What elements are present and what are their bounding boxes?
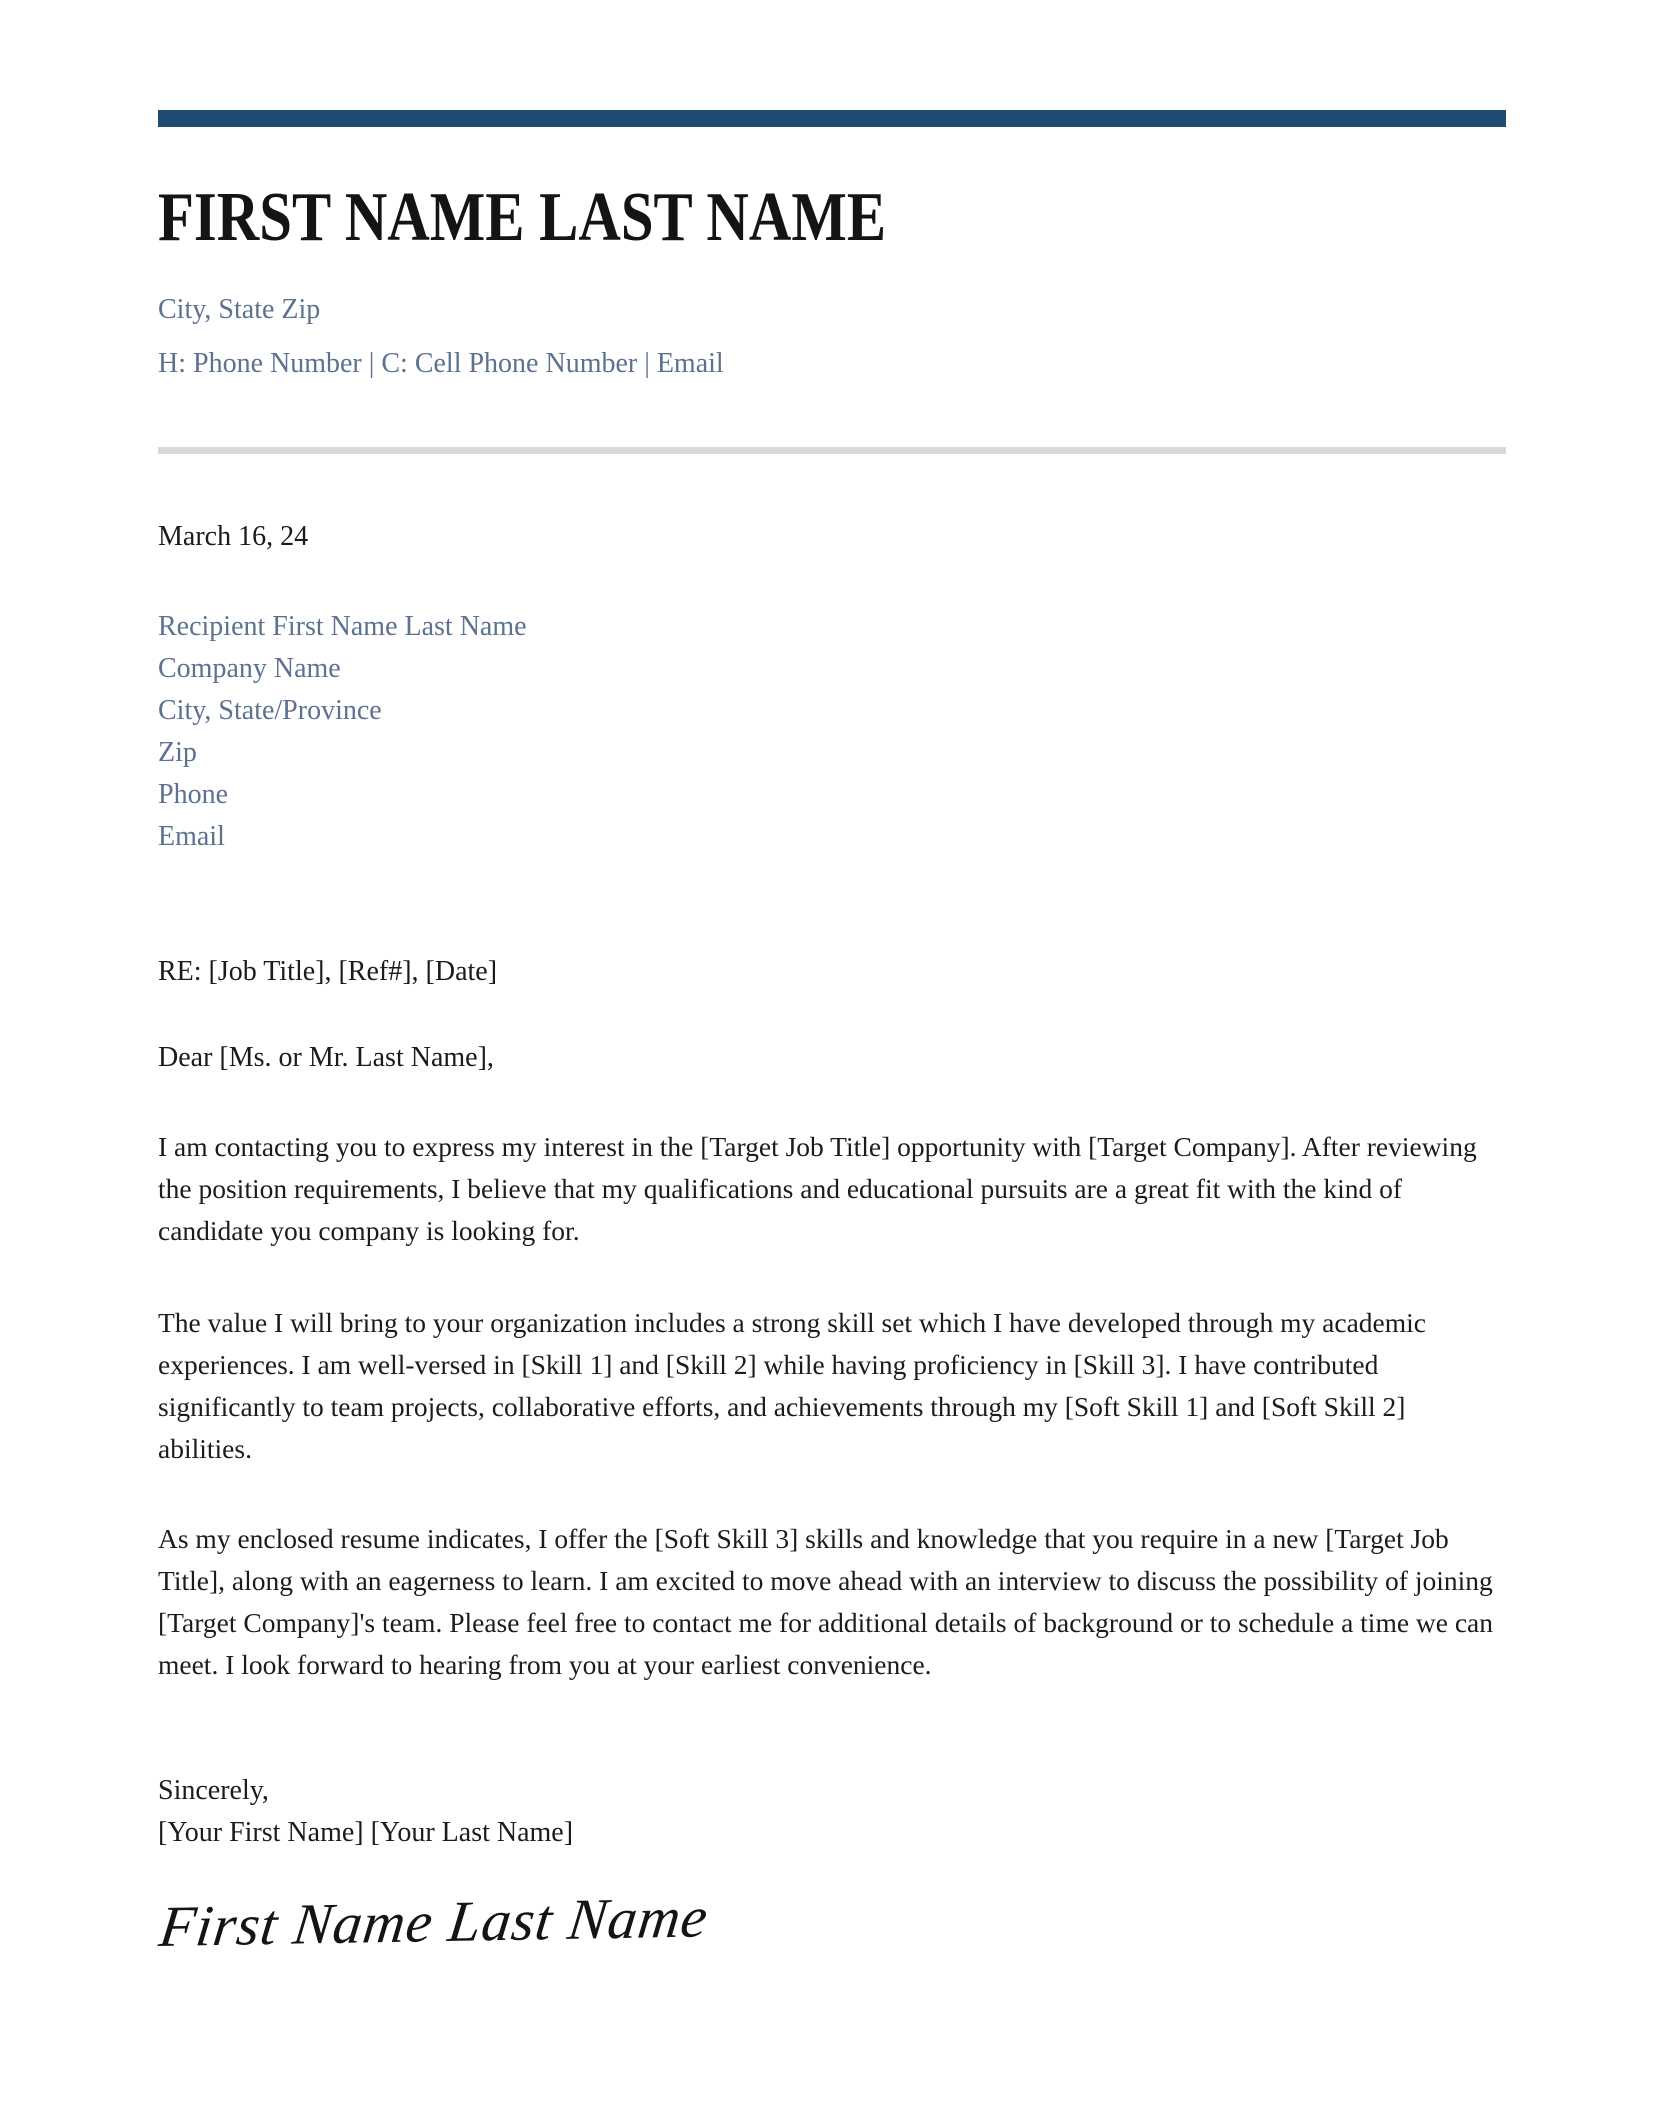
page-title: FIRST NAME LAST NAME [158, 179, 887, 256]
closing-block [158, 1770, 573, 1854]
recipient-city-line: City, State/Province [158, 695, 382, 726]
recipient-email-line: Email [158, 821, 225, 852]
recipient-name-line: Recipient First Name Last Name [158, 611, 527, 642]
body-paragraph-2: The value I will bring to your organization includes a strong skill set which I have developed through my academic experiences. I am well-versed in [Skill 1] and [Skill 2] while having proficiency in [Skill 3]. I have contributed significantly to team projects, collaborative efforts, and achievements through my [Soft Skill 1] and [Soft Skill 2] abilities. [158, 1307, 1426, 1464]
recipient-phone-line: Phone [158, 779, 228, 810]
signer-name-line: [Your First Name] [Your Last Name] [158, 1817, 574, 1848]
accent-bar [158, 110, 1506, 127]
body-paragraph-1: I am contacting you to express my interest in the [Target Job Title] opportunity with [Target Company]. After reviewing the position requirements, I believe that my qualifications and educational pursuits are a great fit with the kind of candidate you company is looking for. [158, 1131, 1477, 1246]
subject-line: RE: [Job Title], [Ref#], [Date] [158, 956, 498, 987]
letter-date: March 16, 24 [158, 521, 309, 552]
recipient-block [158, 606, 527, 858]
header-location: City, State Zip [158, 294, 321, 325]
salutation-line: Dear [Ms. or Mr. Last Name], [158, 1042, 494, 1073]
recipient-company-line: Company Name [158, 653, 341, 684]
recipient-zip-line: Zip [158, 737, 197, 768]
header-divider [158, 447, 1506, 454]
header-contact-line: H: Phone Number | C: Cell Phone Number | Email [158, 348, 724, 379]
signature-script: First Name Last Name [156, 1884, 713, 1959]
body-paragraph-3: As my enclosed resume indicates, I offer the [Soft Skill 3] skills and knowledge that you require in a new [Target Job Title], along with an eagerness to learn. I am excited to move ahead with an interview to discuss the possibility of joining [Target Company]'s team. Please feel free to contact me for additional details of background or to schedule a time we can meet. I look forward to hearing from you at your earliest convenience. [158, 1523, 1494, 1680]
closing-line: Sincerely, [158, 1775, 269, 1806]
